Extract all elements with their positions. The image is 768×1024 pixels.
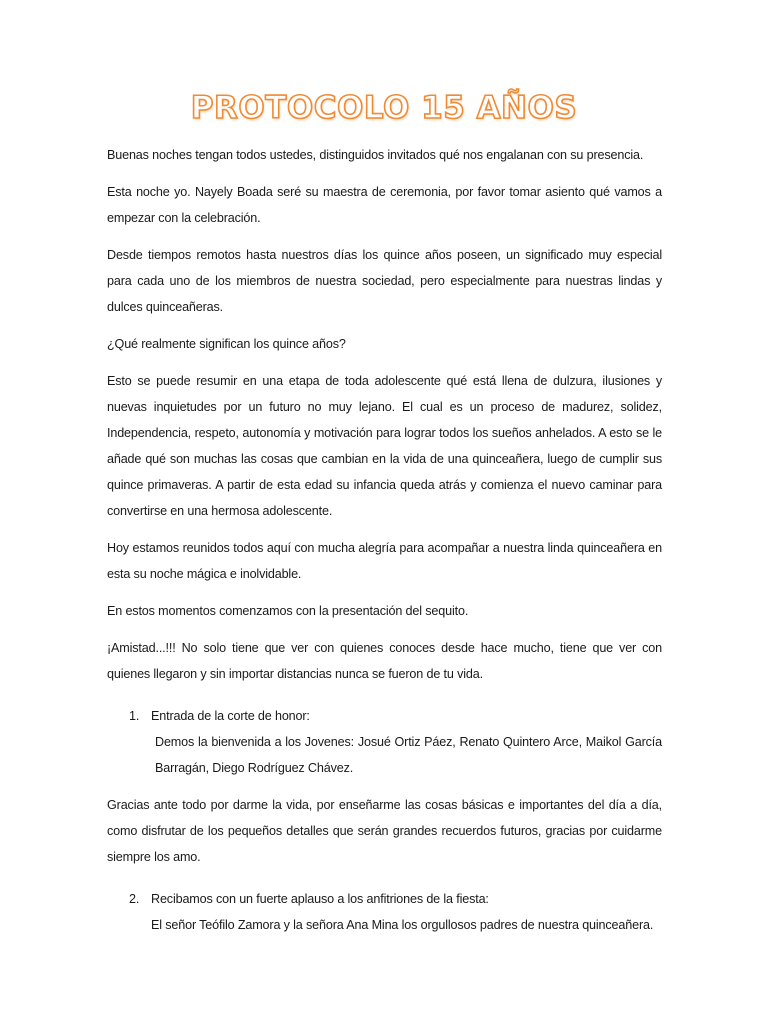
list-heading: Recibamos con un fuerte aplauso a los anfitriones de la fiesta: [151,892,489,906]
page-title: PROTOCOLO 15 AÑOS [190,90,578,126]
list-detail: El señor Teófilo Zamora y la señora Ana Mina los orgullosos padres de nuestra quinceañera. [151,918,654,932]
list-number: 2. [129,892,140,906]
paragraph-gathering: Hoy estamos reunidos todos aquí con mucha alegría para acompañar a nuestra linda quinceañera en esta su noche mágica e inolvidable. [107,541,662,581]
list-heading: Entrada de la corte de honor: [151,709,310,723]
paragraph-tradition: Desde tiempos remotos hasta nuestros días los quince años poseen, un significado muy especial para cada uno de los miembros de nuestra sociedad, pero especialmente para nuestras lindas y dulces quinceañeras. [107,248,662,314]
list-number: 1. [129,709,140,723]
paragraph-friendship: ¡Amistad...!!! No solo tiene que ver con quienes conoces desde hace mucho, tiene que ver con quienes llegaron y sin importar distancias nunca se fueron de tu vida. [107,641,662,681]
paragraph-greeting: Buenas noches tengan todos ustedes, distinguidos invitados qué nos engalanan con su presencia. [107,148,644,162]
list-item-hosts [107,886,662,938]
document-body [107,142,662,949]
paragraph-sequito: En estos momentos comenzamos con la presentación del sequito. [107,604,469,618]
list-body [151,703,662,781]
list-item-court-of-honor [107,703,662,781]
paragraph-meaning: Esto se puede resumir en una etapa de toda adolescente qué está llena de dulzura, ilusiones y nuevas inquietudes por un futuro no muy lejano. El cual es un proceso de madurez, solidez, Independencia, respeto, autonomía y motivación para lograr todos los sueños anhelados. A esto se le añade qué son muchas las cosas que cambian en la vida de una quinceañera, luego de cumplir sus quince primaveras. A partir de esta edad su infancia queda atrás y comienza el nuevo caminar para convertirse en una hermosa adolescente. [107,374,662,518]
list-detail: Demos la bienvenida a los Jovenes: Josué Ortiz Páez, Renato Quintero Arce, Maikol García Barragán, Diego Rodríguez Chávez. [155,735,662,775]
paragraph-question: ¿Qué realmente significan los quince años? [107,337,346,351]
list-body [151,886,662,938]
paragraph-gratitude: Gracias ante todo por darme la vida, por enseñarme las cosas básicas e importantes del día a día, como disfrutar de los pequeños detalles que serán grandes recuerdos futuros, gracias por cuidarme siempre los amo. [107,798,662,864]
paragraph-host-intro: Esta noche yo. Nayely Boada seré su maestra de ceremonia, por favor tomar asiento qué vamos a empezar con la celebración. [107,185,662,225]
